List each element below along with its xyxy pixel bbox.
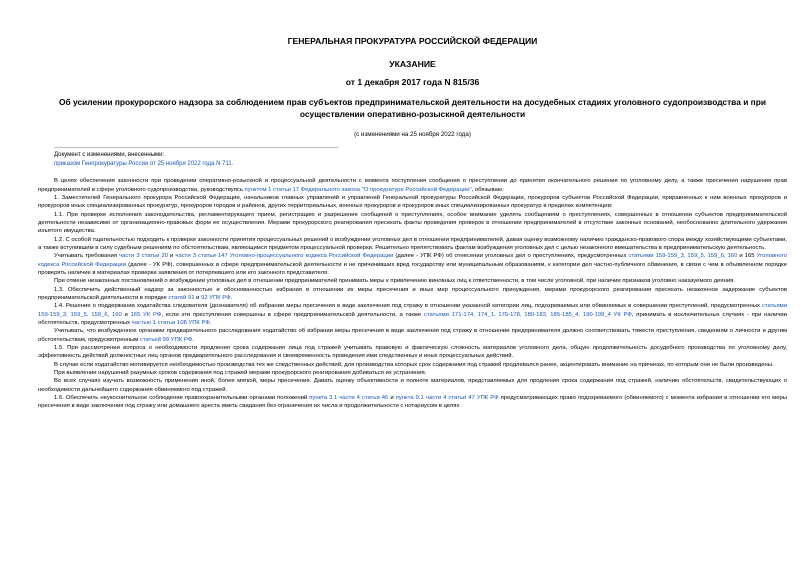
paragraph-text: 1.5. При рассмотрении вопроса о необходимости продления срока содержания лица под стражей учитывать правовую и фактическую сложность материалов уголовного дела, общую продолжительность досудебного производства по уголовному делу, эффективность действий должностных лиц органов предварительного расследования и своевременность проведения ими следственных и иных процессуальных действий. bbox=[38, 345, 787, 360]
paragraph-text: При выявлении нарушений разумных сроков содержания под стражей мерами прокурорского реагирования добиваться их устранения. bbox=[54, 370, 427, 377]
legal-reference-link[interactable]: пункта 3.1 части 4 статьи 46 bbox=[309, 395, 389, 402]
legal-reference-link[interactable]: Уголовного кодекса Российской Федерации bbox=[38, 253, 787, 268]
paragraph bbox=[38, 277, 787, 285]
paragraph-text: и bbox=[194, 295, 202, 301]
paragraph bbox=[38, 236, 787, 253]
legal-reference-link[interactable]: 92 УПК РФ bbox=[201, 295, 231, 301]
legal-reference-link[interactable]: части 3 статьи 20 bbox=[119, 253, 168, 260]
legal-reference-link[interactable]: статей 91 bbox=[168, 295, 195, 301]
legal-reference-link[interactable]: статьями 159-159_3, 159_5, 159_6, 160 bbox=[38, 303, 787, 318]
paragraph-text: 1.6. Обеспечить неукоснительное соблюдение правоохранительными органами положений bbox=[54, 395, 310, 402]
paragraph-text: Во всех случаях изучать возможность применения иной, более мягкой, меры пресечения. Давать оценку объективности и полноте материалов, представляемых для продления срока содержания под стражей, наличию обстоятельств, свидетельствующих о необходимости дальнейшего содержания обвиняемого под стражей. bbox=[38, 378, 787, 393]
paragraph-text: , если эти преступления совершены в сфере предпринимательской деятельности, а также bbox=[161, 311, 424, 318]
legal-reference-link[interactable]: 165 УК РФ bbox=[130, 311, 162, 318]
legal-reference-link[interactable]: части 3 статьи 147 Уголовно-процессуального кодекса Российской Федерации bbox=[175, 253, 394, 260]
paragraph-text: При отмене незаконных постановлений о возбуждении уголовных дел в отношении предпринимателей принимать меры к привлечению виновных лиц к ответственности, в том числе уголовной, при наличии признаков уголовно наказуемого деяния. bbox=[54, 278, 735, 285]
paragraph-text: Учитывать требования bbox=[54, 253, 119, 260]
amendments-note bbox=[54, 151, 787, 168]
paragraph-text: В случае если ходатайство мотивируется необходимостью производства тех же следственных действий, для производства которых срок содержания под стражей продлевался ранее, акцентировать внимание на причинах, по которым они не были произведены. bbox=[54, 361, 774, 368]
paragraph-text: предусматривающих право подозреваемого (обвиняемого) с момента избрания в отношении его меры пресечения в виде заключения под стражу или домашнего ареста иметь свидания без ограничения их числа и продолжительности с нотариусом в целях bbox=[38, 395, 787, 410]
legal-reference-link[interactable]: статьями 171-174, 174_1, 176-178, 180-183, 185-185_4, 190-199_4 УК РФ bbox=[423, 311, 632, 318]
legal-reference-link[interactable]: пунктом 1 статьи 17 Федерального закона "О прокуратуре Российской Федерации" bbox=[244, 186, 472, 193]
paragraph bbox=[38, 394, 787, 411]
paragraph bbox=[38, 302, 787, 327]
paragraph bbox=[38, 327, 787, 344]
paragraph bbox=[38, 344, 787, 361]
paragraph-text: 1.2. С особой тщательностью подходить к проверке законности принятия процессуальных решений о возбуждении уголовных дел в отношении предпринимателей, давая оценку возможному наличию гражданско-правового спора между хозяйствующими субъектами, а также вступившим в силу судебным решениям по обстоятельствам, являющимся предметом процессуальной проверки. Решительно препятствовать фактам возбуждения уголовных дел с целью незаконного вмешательства в предпринимательскую деятельность. bbox=[38, 236, 787, 251]
issuing-organization: ГЕНЕРАЛЬНАЯ ПРОКУРАТУРА РОССИЙСКОЙ ФЕДЕРАЦИИ bbox=[287, 36, 538, 46]
divider bbox=[54, 147, 338, 148]
paragraph bbox=[38, 211, 787, 236]
paragraph-text: 1. Заместителей Генерального прокурора Российской Федерации, начальников главных управлений и управлений Генеральной прокуратуры Российской Федерации, прокуроров субъектов Российской Федерации, приравненных к ним военных прокуроров и прокуроров иных специализированных прокуратур, прокуроров городов и районов, других территориальных, военных прокуроров и прокуроров иных специализированных прокуратур в пределах компетенции: bbox=[38, 194, 787, 210]
paragraph bbox=[38, 369, 787, 377]
legal-reference-link[interactable]: частью 1 статьи 108 УПК РФ bbox=[131, 320, 210, 327]
paragraph-text: (далее - УК РФ), совершенных в сфере предпринимательской деятельности и не причинивших вред государству или муниципальным образованиям, к категории дел частно-публичного обвинения, в связи с чем в объявленном порядке проверять наличие в материалах проверки заявления от потерпевшего или его законного представителя. bbox=[38, 261, 787, 276]
paragraph bbox=[38, 377, 787, 394]
paragraph-text: , обязываю: bbox=[471, 186, 504, 193]
paragraph-text: Учитывать, что возбужденное органами предварительного расследования ходатайство об избрании меры пресечения в виде заключения под стражу в отношении предпринимателя должно соответствовать тяжести преступления, сведениям о личности и другим обстоятельствам, предусмотренным bbox=[38, 328, 787, 343]
document-type: УКАЗАНИЕ bbox=[389, 59, 436, 69]
paragraph-text: и bbox=[168, 253, 176, 260]
paragraph bbox=[38, 177, 787, 194]
paragraph-text: . bbox=[209, 320, 212, 327]
paragraph bbox=[38, 286, 787, 303]
paragraph-text: 1.3. Обеспечить действенный надзор за законностью и обоснованностью избрания в отношении их меры пресечения и иных мер процессуального принуждения, мерами прокурорского реагирования пресекать незаконное задержание субъектов предпринимательской деятельности в порядке bbox=[38, 286, 787, 301]
paragraph-text: (далее - УПК РФ) об отнесении уголовных дел о преступлениях, предусмотренных bbox=[393, 253, 629, 260]
legal-reference-link[interactable]: пункта 9.1 части 4 статьи 47 УПК РФ bbox=[395, 395, 499, 402]
legal-reference-link[interactable]: статьей 99 УПК РФ bbox=[139, 336, 193, 343]
paragraph-text: 1.1. При проверке исполнения законодательства, регламентирующего прием, регистрацию и разрешение сообщений о преступлениях, особое внимание уделять сообщениям о преступлениях, совершенных в отношении субъектов предпринимательской деятельности независимо от организационно-правовых форм ее осуществления. Мерами прокурорского реагирования пресекать факты проведения проверок в отношении предпринимателей в отсутствие законных оснований, необоснованно длительного удержания изъятого имущества. bbox=[38, 211, 787, 235]
paragraph bbox=[38, 194, 787, 211]
amendment-order-link[interactable]: приказом Генпрокуратуры России от 25 ноября 2022 года N 711. bbox=[54, 160, 234, 167]
paragraph-text: . bbox=[192, 336, 194, 343]
paragraph-text: и bbox=[121, 311, 131, 318]
paragraph-text: . bbox=[230, 295, 233, 301]
paragraph-text: 1.4. Решение о поддержании ходатайства следователя (дознавателя) об избрании меры пресечения в виде заключения под стражу в отношении указанной категории лиц, подозреваемых или обвиняемых в совершении преступлений, предусмотренных bbox=[54, 303, 762, 310]
paragraph-text: и 165 bbox=[737, 253, 757, 260]
paragraph-text: , принимать в исключительных случаях - при наличии обстоятельств, предусмотренных bbox=[38, 311, 787, 327]
paragraph bbox=[38, 252, 787, 277]
document-date: от 1 декабря 2017 года N 815/36 bbox=[345, 77, 480, 87]
document-title: Об усилении прокурорского надзора за соблюдением прав субъектов предпринимательской деятельности на досудебных стадиях уголовного судопроизводства и при осуществлении оперативно-розыскной деятельности bbox=[59, 97, 766, 119]
legal-reference-link[interactable]: статьями 159-159_3, 159_5, 159_6, 160 bbox=[628, 253, 738, 260]
amendments-label: Документ с изменениями, внесенными: bbox=[54, 152, 165, 158]
paragraph-text: и bbox=[388, 395, 396, 402]
paragraph-text: В целях обеспечения законности при проведении оперативно-розыскной и процессуальной деятельности с момента поступления сообщения о преступлении до принятия окончательного решения по уголовному делу, а также пресечения нарушения прав предпринимателей в сфере уголовного судопроизводства, руководствуясь bbox=[38, 178, 787, 193]
changes-note: (с изменениями на 25 ноября 2022 года) bbox=[354, 131, 471, 138]
document-body bbox=[38, 177, 787, 411]
paragraph bbox=[38, 361, 787, 369]
